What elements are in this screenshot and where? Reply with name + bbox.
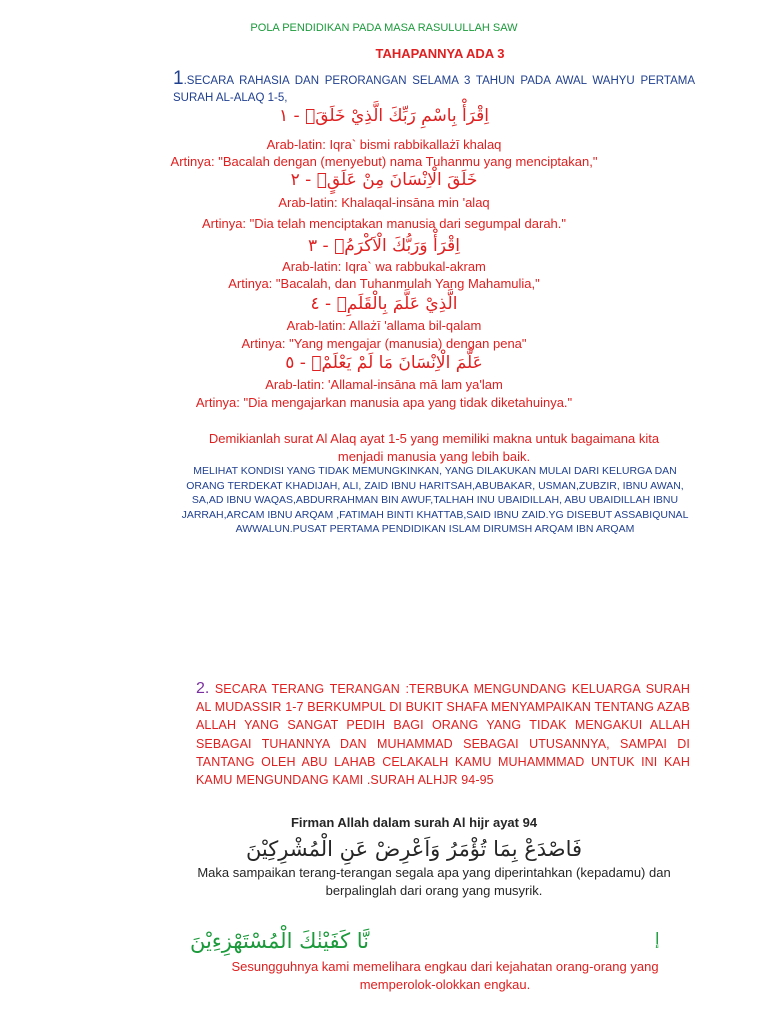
verse-1-latin: Arab-latin: Iqra` bismi rabbikallażī khalaq (266, 137, 502, 152)
verse-3-arabic: اِقْرَأْ وَرَبُّكَ الْاَكْرَمُۙ - ٣ (308, 236, 460, 256)
stage1-number: 1 (173, 68, 184, 89)
stage2-block (196, 680, 690, 789)
verse-2-latin: Arab-latin: Khalaqal-insāna min 'alaq (278, 195, 490, 210)
verse-4-meaning: Artinya: "Yang mengajar (manusia) dengan pena" (241, 336, 527, 351)
verse-5-latin: Arab-latin: 'Allamal-insāna mā lam ya'lam (265, 377, 503, 392)
stage2-number: 2. (196, 680, 210, 697)
verse-1-arabic: اِقْرَأْ بِاسْمِ رَبِّكَ الَّذِيْ خَلَقَۚ - ١ (278, 106, 490, 126)
verse-3-latin: Arab-latin: Iqra` wa rabbukal-akram (282, 259, 486, 274)
verse-2-arabic: خَلَقَ الْاِنْسَانَ مِنْ عَلَقٍۚ - ٢ (290, 170, 478, 190)
verse-3-meaning: Artinya: "Bacalah, dan Tuhanmulah Yang Mahamulia," (228, 276, 540, 291)
hijr-95-meaning: Sesungguhnya kami memelihara engkau dari kejahatan orang-orang yang memperolok-olokkan engkau. (231, 959, 659, 992)
stages-heading: TAHAPANNYA ADA 3 (375, 46, 505, 61)
stage1-intro (173, 70, 695, 107)
verse-5-meaning: Artinya: "Dia mengajarkan manusia apa yang tidak diketahuinya." (195, 395, 573, 410)
stage1-detail: MELIHAT KONDISI YANG TIDAK MEMUNGKINKAN, YANG DILAKUKAN MULAI DARI KELURGA DAN ORANG TERDEKAT KHADIJAH, ALI, ZAID IBNU HARITSAH,ABUBAKAR, USMAN,ZUBZIR, IBNU AWAN, SA,AD IBNU WAQAS,ABDURRAHMAN BIN AWUF,TALHAH INU UBAIDILLAH, ABU UBAIDILLAH IBNU JARRAH,ARCAM IBNU ARQAM ,FATIMAH BINTI KHATTAB,SAID IBNU ZAID.YG DISEBUT ASSABIQUNAL AWWALUN.PUSAT PERTAMA PENDIDIKAN ISLAM DIRUMSH ARQAM IBN ARQAM (181, 465, 689, 535)
firman-title: Firman Allah dalam surah Al hijr ayat 94 (290, 815, 538, 830)
stage1-conclusion: Demikianlah surat Al Alaq ayat 1-5 yang memiliki makna untuk bagaimana kita menjadi manusia yang lebih baik. (208, 431, 660, 464)
verse-1-meaning: Artinya: "Bacalah dengan (menyebut) nama Tuhanmu yang menciptakan," (170, 154, 598, 169)
hijr-94-arabic: فَاصْدَعْ بِمَا تُؤْمَرُ وَاَعْرِضْ عَنِ الْمُشْرِكِيْنَ (245, 837, 583, 861)
stray-arabic-mark: إ (655, 929, 660, 948)
stage1-intro-text: .SECARA RAHASIA DAN PERORANGAN SELAMA 3 TAHUN PADA AWAL WAHYU PERTAMA SURAH AL-ALAQ 1-5, (173, 75, 695, 104)
hijr-94-meaning: Maka sampaikan terang-terangan segala apa yang diperintahkan (kepadamu) dan berpalinglah dari orang yang musyrik. (197, 865, 671, 898)
verse-4-arabic: الَّذِيْ عَلَّمَ بِالْقَلَمِۙ - ٤ (310, 294, 458, 314)
verse-4-latin: Arab-latin: Allażī 'allama bil-qalam (286, 318, 482, 333)
verse-2-meaning: Artinya: "Dia telah menciptakan manusia dari segumpal darah." (201, 216, 567, 231)
hijr-95-arabic: نَّا كَفَيْنٰكَ الْمُسْتَهْزِءِيْنَ (190, 929, 370, 953)
verse-5-arabic: عَلَّمَ الْاِنْسَانَ مَا لَمْ يَعْلَمْۗ - ٥ (285, 353, 483, 373)
stage2-text: SECARA TERANG TERANGAN :TERBUKA MENGUNDANG KELUARGA SURAH AL MUDASSIR 1-7 BERKUMPUL DI BUKIT SHAFA MENYAMPAIKAN TENTANG AZAB ALLAH YANG SANGAT PEDIH BAGI ORANG YANG TIDAK MENGAKUI ALLAH SEBAGAI TUHANNYA DAN MUHAMMAD SEBAGAI UTUSANNYA, SAMPAI DI TANTANG OLEH ABU LAHAB CELAKALH KAMU MUHAMMMAD UNTUK INI KAH KAMU MENGUNDANG KAMI .SURAH ALHJR 94-95 (196, 682, 690, 788)
document-title: POLA PENDIDIKAN PADA MASA RASULULLAH SAW (250, 22, 518, 34)
